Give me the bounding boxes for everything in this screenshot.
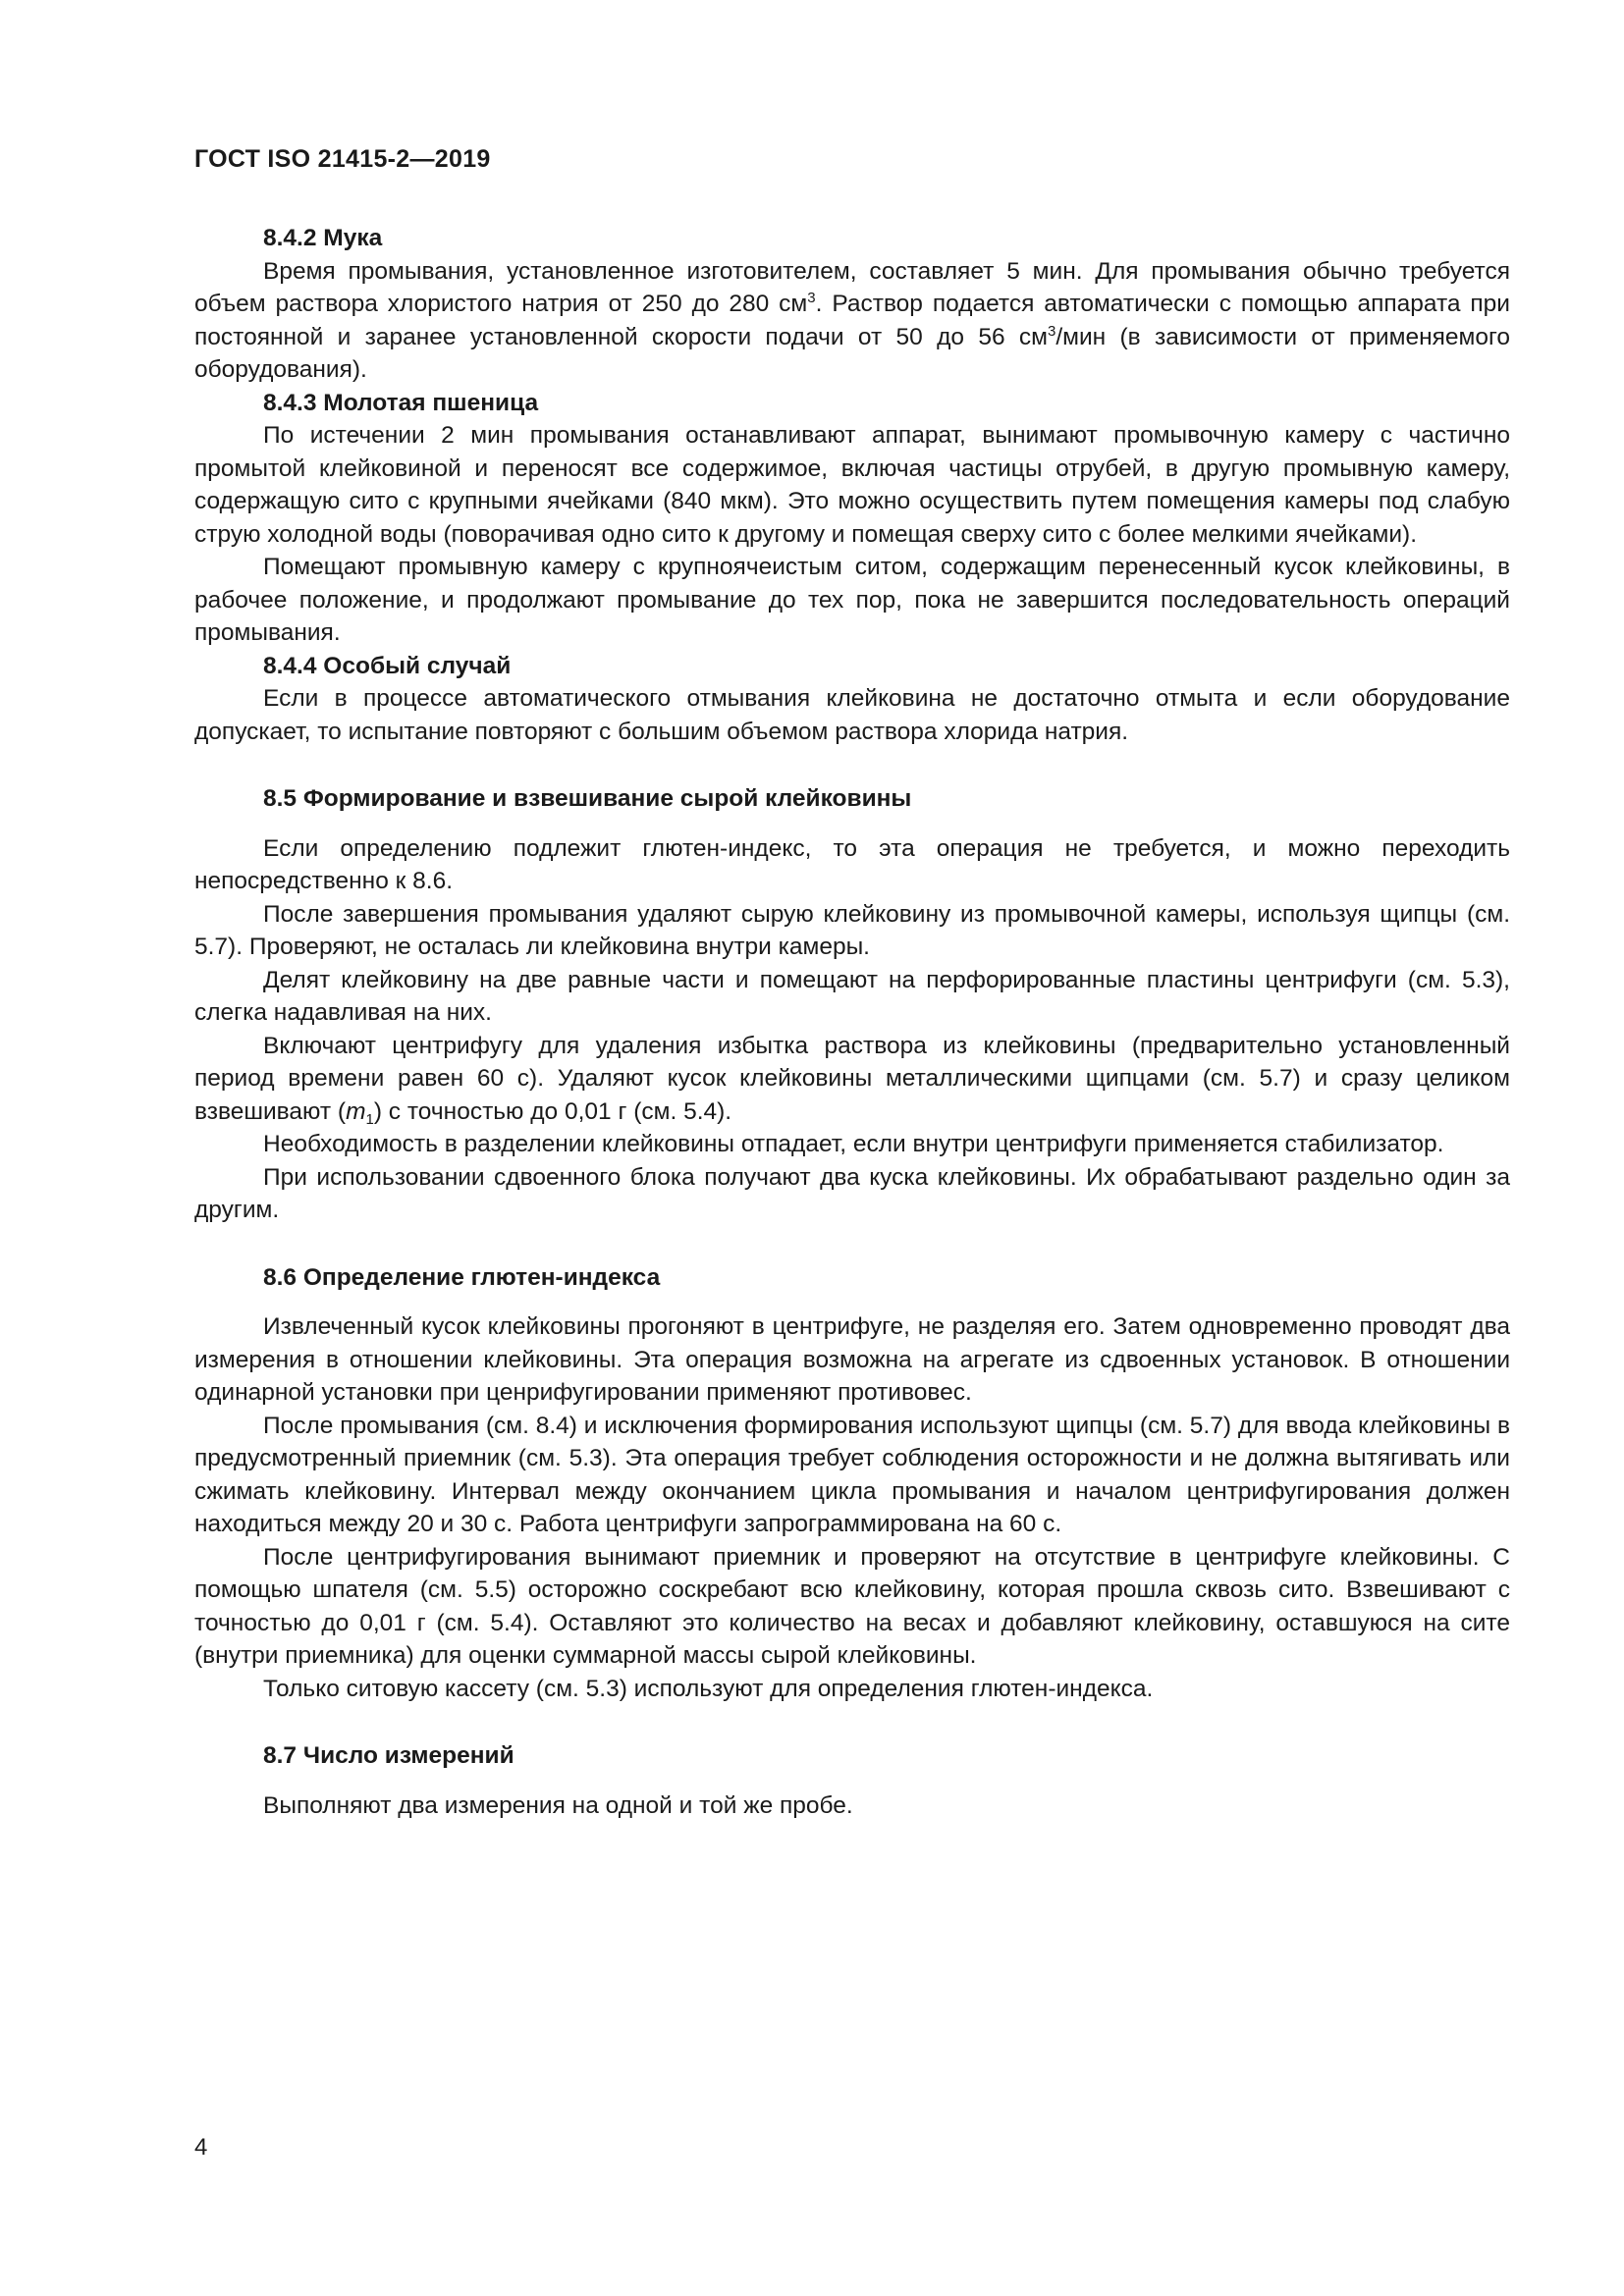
section-8-4-3-paragraph-2: Помещают промывную камеру с крупноячеистым ситом, содержащим перенесенный кусок клейковины, в рабочее положение, и продолжают промывание до тех пор, пока не завершится последовательность операций промывания. [194,554,1510,646]
section-8-5-paragraph-2: После завершения промывания удаляют сырую клейковину из промывочной камеры, используя щипцы (см. 5.7). Проверяют, не осталась ли клейковина внутри камеры. [194,900,1510,960]
section-8-5-paragraph-6: При использовании сдвоенного блока получают два куска клейковины. Их обрабатывают раздельно один за другим. [194,1163,1510,1223]
section-8-6-paragraph-2: После промывания (см. 8.4) и исключения формирования используют щипцы (см. 5.7) для ввода клейковины в предусмотренный приемник (см. 5.3). Эта операция требует соблюдения осторожности и не должна вытягивать или сжимать клейковину. Интервал между окончанием цикла промывания и началом центрифугирования должен находиться между 20 и 30 с. Работа центрифуги запрограммирована на 60 с. [194,1412,1510,1537]
text-run: ) с точностью до 0,01 г (см. 5.4). [373,1097,732,1125]
document-body [194,222,1510,1822]
section-8-5-paragraph-5: Необходимость в разделении клейковины отпадает, если внутри центрифуги применяется стабилизатор. [263,1131,1444,1157]
section-8-6-paragraph-4: Только ситовую кассету (см. 5.3) используют для определения глютен-индекса. [263,1675,1154,1702]
section-8-4-3-paragraph-1: По истечении 2 мин промывания останавливают аппарат, вынимают промывочную камеру с частично промытой клейковиной и переносят все содержимое, включая частицы отрубей, в другую промывную камеру, содержащую сито с крупными ячейками (840 мкм). Это можно осуществить путем помещения камеры под слабую струю холодной воды (поворачивая одно сито к другому и помещая сверху сито с более мелкими ячейками). [194,422,1510,548]
section-8-4-4-paragraph: Если в процессе автоматического отмывания клейковина не достаточно отмыта и если оборудование допускает, то испытание повторяют с большим объемом раствора хлорида натрия. [194,685,1510,745]
section-8-4-2-title: 8.4.2 Мука [263,225,383,251]
text-run: . Раствор подается автоматически с помощью аппарата при постоянной и заранее установленной скорости подачи от 50 до 56 см [194,291,1510,350]
section-8-7-paragraph: Выполняют два измерения на одной и той же пробе. [263,1791,853,1819]
section-8-5-paragraph-4 [194,1030,1510,1129]
document-code: ГОСТ ISO 21415-2—2019 [194,145,491,173]
superscript: 3 [807,290,816,306]
section-8-7-title: 8.7 Число измерений [263,1742,514,1769]
page-number: 4 [194,2134,208,2161]
section-8-5-paragraph-1: Если определению подлежит глютен-индекс, то эта операция не требуется, и можно переходить непосредственно к 8.6. [194,834,1510,894]
section-8-5-title: 8.5 Формирование и взвешивание сырой клейковины [263,785,912,812]
section-8-4-2-paragraph [194,255,1510,387]
subscript: 1 [365,1110,374,1128]
superscript: 3 [1047,322,1056,340]
variable-m: m [346,1097,366,1125]
section-8-5-paragraph-3: Делят клейковину на две равные части и помещают на перфорированные пластины центрифуги (см. 5.3), слегка надавливая на них. [194,966,1510,1026]
text-run: Время промывания, установленное изготовителем, составляет 5 мин. Для промывания обычно требуется объем раствора хлористого натрия от 250 до 280 см [194,257,1510,317]
section-8-4-3-title: 8.4.3 Молотая пшеница [263,389,539,416]
section-8-6-paragraph-3: После центрифугирования вынимают приемник и проверяют на отсутствие в центрифуге клейковины. С помощью шпателя (см. 5.5) осторожно соскребают всю клейковину, которая прошла сквозь сито. Взвешивают с точностью до 0,01 г (см. 5.4). Оставляют это количество на весах и добавляют клейковину, оставшуюся на сите (внутри приемника) для оценки суммарной массы сырой клейковины. [194,1543,1510,1669]
section-8-6-title: 8.6 Определение глютен-индекса [263,1263,661,1291]
text-run: Включают центрифугу для удаления избытка раствора из клейковины (предварительно установленный период времени равен 60 с). Удаляют кусок клейковины металлическими щипцами (см. 5.7) и сразу целиком взвешивают ( [194,1032,1510,1125]
section-8-4-4-title: 8.4.4 Особый случай [263,652,512,679]
text-run: /мин (в зависимости от применяемого оборудования). [194,323,1510,383]
section-8-6-paragraph-1: Извлеченный кусок клейковины прогоняют в центрифуге, не разделяя его. Затем одновременно проводят два измерения в отношении клейковины. Эта операция возможна на агрегате из сдвоенных установок. В отношении одинарной установки при ценрифугировании применяют противовес. [194,1313,1510,1406]
